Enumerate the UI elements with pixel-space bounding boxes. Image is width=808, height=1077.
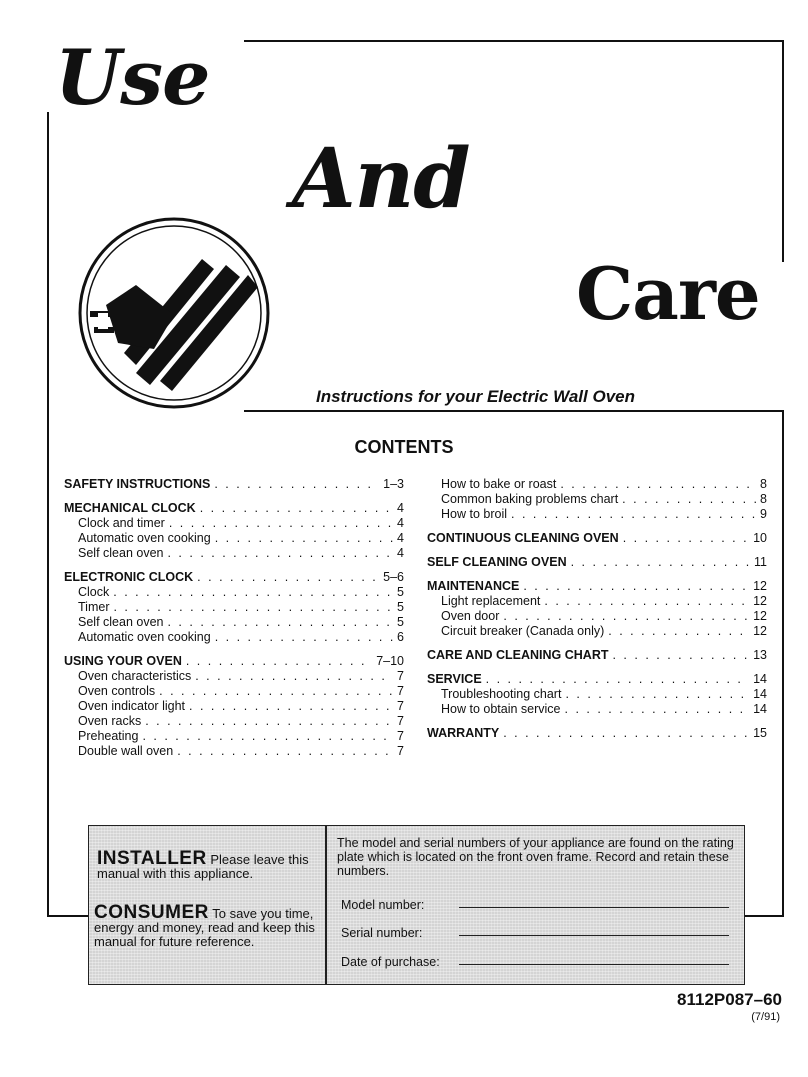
model-number-label: Model number: <box>341 898 425 912</box>
toc-section-entry <box>427 648 767 663</box>
toc-leader-dots <box>623 531 749 546</box>
toc-subentry <box>427 624 767 639</box>
toc-entry-label: Clock and timer <box>78 516 165 530</box>
toc-gap <box>427 717 767 726</box>
toc-entry-label: Light replacement <box>441 594 541 608</box>
toc-subentry <box>427 702 767 717</box>
toc-entry-page: 15 <box>753 726 767 740</box>
toc-right-column <box>427 477 767 741</box>
toc-subentry <box>64 516 404 531</box>
toc-entry-page: 6 <box>397 630 404 644</box>
toc-section-entry <box>64 501 404 516</box>
toc-entry-label: USING YOUR OVEN <box>64 654 182 668</box>
title-care <box>576 251 760 336</box>
toc-leader-dots <box>503 726 749 741</box>
toc-leader-dots <box>503 609 749 624</box>
toc-subentry <box>64 630 404 645</box>
toc-entry-label: Clock <box>78 585 110 599</box>
toc-entry-page: 5 <box>397 615 404 629</box>
toc-leader-dots <box>189 699 393 714</box>
toc-entry-page: 4 <box>397 501 404 515</box>
toc-section-entry <box>427 555 767 570</box>
toc-entry-label: Self clean oven <box>78 615 164 629</box>
toc-leader-dots <box>177 744 393 759</box>
installer-text-2: manual with this appliance. <box>97 866 254 881</box>
title-care-text: Care <box>576 251 760 336</box>
toc-leader-dots <box>215 630 393 645</box>
toc-entry-label: Preheating <box>78 729 139 743</box>
toc-entry-page: 7–10 <box>376 654 404 668</box>
toc-leader-dots <box>560 477 756 492</box>
toc-entry-page: 7 <box>397 729 404 743</box>
toc-subentry <box>427 477 767 492</box>
toc-leader-dots <box>544 594 749 609</box>
info-box <box>88 825 745 985</box>
toc-leader-dots <box>145 714 393 729</box>
toc-subentry <box>64 699 404 714</box>
document-code: 8112P087–60 <box>677 990 782 1009</box>
date-of-purchase-label: Date of purchase: <box>341 955 440 969</box>
toc-entry-page: 12 <box>753 579 767 593</box>
toc-entry-label: Oven indicator light <box>78 699 186 713</box>
toc-entry-label: Oven characteristics <box>78 669 192 683</box>
toc-subentry <box>64 684 404 699</box>
toc-entry-page: 8 <box>760 492 767 506</box>
toc-entry-label: Timer <box>78 600 110 614</box>
toc-section-entry <box>64 654 404 669</box>
toc-subentry <box>64 729 404 744</box>
toc-leader-dots <box>215 531 393 546</box>
toc-gap <box>64 645 404 654</box>
toc-entry-label: MECHANICAL CLOCK <box>64 501 196 515</box>
toc-entry-page: 12 <box>753 594 767 608</box>
toc-leader-dots <box>197 570 379 585</box>
toc-entry-page: 13 <box>753 648 767 662</box>
plug-logo-icon <box>76 215 272 411</box>
toc-leader-dots <box>608 624 749 639</box>
toc-entry-page: 4 <box>397 531 404 545</box>
frame-left-line <box>47 112 49 917</box>
model-number-line[interactable] <box>459 907 729 908</box>
toc-leader-dots <box>159 684 393 699</box>
toc-entry-label: Circuit breaker (Canada only) <box>441 624 605 638</box>
toc-leader-dots <box>214 477 379 492</box>
consumer-note <box>94 902 324 949</box>
toc-leader-dots <box>571 555 750 570</box>
toc-entry-label: Oven controls <box>78 684 156 698</box>
toc-section-entry <box>427 579 767 594</box>
toc-gap <box>427 663 767 672</box>
toc-leader-dots <box>565 687 749 702</box>
toc-entry-label: Common baking problems chart <box>441 492 619 506</box>
toc-entry-page: 7 <box>397 684 404 698</box>
toc-leader-dots <box>523 579 749 594</box>
toc-leader-dots <box>167 615 393 630</box>
toc-entry-label: Oven door <box>441 609 500 623</box>
toc-entry-page: 11 <box>754 555 767 569</box>
toc-entry-page: 4 <box>397 516 404 530</box>
toc-subentry <box>427 687 767 702</box>
frame-bottom-right-line <box>743 915 784 917</box>
installer-heading: INSTALLER <box>97 848 207 869</box>
toc-subentry <box>64 546 404 561</box>
toc-leader-dots <box>167 546 393 561</box>
toc-leader-dots <box>142 729 393 744</box>
toc-entry-label: SERVICE <box>427 672 482 686</box>
toc-entry-page: 4 <box>397 546 404 560</box>
toc-entry-page: 14 <box>753 702 767 716</box>
toc-entry-label: How to bake or roast <box>441 477 557 491</box>
toc-section-entry <box>64 570 404 585</box>
toc-leader-dots <box>195 669 393 684</box>
toc-entry-page: 5 <box>397 600 404 614</box>
toc-entry-label: ELECTRONIC CLOCK <box>64 570 194 584</box>
toc-entry-page: 8 <box>760 477 767 491</box>
toc-entry-label: MAINTENANCE <box>427 579 520 593</box>
toc-entry-page: 12 <box>753 609 767 623</box>
toc-entry-label: CONTINUOUS CLEANING OVEN <box>427 531 619 545</box>
toc-subentry <box>64 669 404 684</box>
toc-leader-dots <box>186 654 372 669</box>
toc-entry-label: Automatic oven cooking <box>78 531 211 545</box>
toc-leader-dots <box>200 501 393 516</box>
toc-subentry <box>64 744 404 759</box>
toc-subentry <box>64 615 404 630</box>
toc-entry-page: 9 <box>760 507 767 521</box>
toc-entry-page: 14 <box>753 687 767 701</box>
subtitle: Instructions for your Electric Wall Oven <box>316 387 635 406</box>
toc-gap <box>427 570 767 579</box>
toc-subentry <box>427 507 767 522</box>
toc-entry-label: Troubleshooting chart <box>441 687 562 701</box>
toc-subentry <box>64 714 404 729</box>
toc-left-column <box>64 477 404 759</box>
consumer-text-1: To save you time, <box>212 906 314 921</box>
toc-entry-page: 7 <box>397 669 404 683</box>
toc-entry-page: 5–6 <box>383 570 404 584</box>
toc-entry-page: 12 <box>753 624 767 638</box>
toc-entry-page: 1–3 <box>383 477 404 491</box>
frame-right-lower-line <box>782 410 784 917</box>
toc-entry-page: 7 <box>397 699 404 713</box>
toc-entry-label: Double wall oven <box>78 744 174 758</box>
toc-entry-page: 5 <box>397 585 404 599</box>
toc-gap <box>427 639 767 648</box>
toc-leader-dots <box>612 648 749 663</box>
consumer-heading: CONSUMER <box>94 902 209 923</box>
title-use-text: Use <box>55 33 210 122</box>
toc-entry-page: 14 <box>753 672 767 686</box>
title-and-text: And <box>292 131 470 227</box>
frame-mid-line <box>244 410 784 412</box>
toc-leader-dots <box>565 702 750 717</box>
toc-entry-label: CARE AND CLEANING CHART <box>427 648 609 662</box>
toc-entry-page: 7 <box>397 714 404 728</box>
toc-gap <box>427 522 767 531</box>
document-date: (7/91) <box>751 1011 780 1023</box>
frame-right-upper-line <box>782 40 784 262</box>
toc-entry-label: SAFETY INSTRUCTIONS <box>64 477 211 491</box>
toc-section-entry <box>427 726 767 741</box>
installer-note <box>97 848 319 881</box>
toc-subentry <box>64 600 404 615</box>
toc-section-entry <box>427 672 767 687</box>
toc-gap <box>64 561 404 570</box>
frame-top-line <box>244 40 784 42</box>
toc-subentry <box>427 492 767 507</box>
title-use <box>55 33 210 122</box>
toc-entry-label: WARRANTY <box>427 726 500 740</box>
frame-bottom-left-line <box>47 915 89 917</box>
toc-entry-page: 10 <box>753 531 767 545</box>
toc-entry-label: How to obtain service <box>441 702 561 716</box>
info-box-divider <box>325 826 327 984</box>
toc-leader-dots <box>113 600 393 615</box>
toc-entry-label: Self clean oven <box>78 546 164 560</box>
toc-subentry <box>64 585 404 600</box>
toc-leader-dots <box>511 507 756 522</box>
consumer-text-2: energy and money, read and keep this manual for future reference. <box>94 920 315 949</box>
toc-subentry <box>427 594 767 609</box>
toc-entry-label: Automatic oven cooking <box>78 630 211 644</box>
installer-text-1: Please leave this <box>210 852 309 867</box>
serial-location-note: The model and serial numbers of your appliance are found on the rating plate which is located on the front oven frame. Record and retain these numbers. <box>337 836 734 878</box>
toc-entry-label: Oven racks <box>78 714 142 728</box>
toc-leader-dots <box>169 516 393 531</box>
toc-entry-label: How to broil <box>441 507 507 521</box>
toc-leader-dots <box>113 585 393 600</box>
date-of-purchase-line[interactable] <box>459 964 729 965</box>
toc-section-entry <box>64 477 404 492</box>
toc-gap <box>64 492 404 501</box>
toc-leader-dots <box>622 492 756 507</box>
toc-entry-label: SELF CLEANING OVEN <box>427 555 567 569</box>
toc-subentry <box>427 609 767 624</box>
toc-subentry <box>64 531 404 546</box>
title-and <box>292 131 470 227</box>
toc-leader-dots <box>486 672 749 687</box>
toc-gap <box>427 546 767 555</box>
toc-section-entry <box>427 531 767 546</box>
toc-entry-page: 7 <box>397 744 404 758</box>
serial-number-line[interactable] <box>459 935 729 936</box>
contents-title: CONTENTS <box>354 437 454 457</box>
serial-number-label: Serial number: <box>341 926 423 940</box>
